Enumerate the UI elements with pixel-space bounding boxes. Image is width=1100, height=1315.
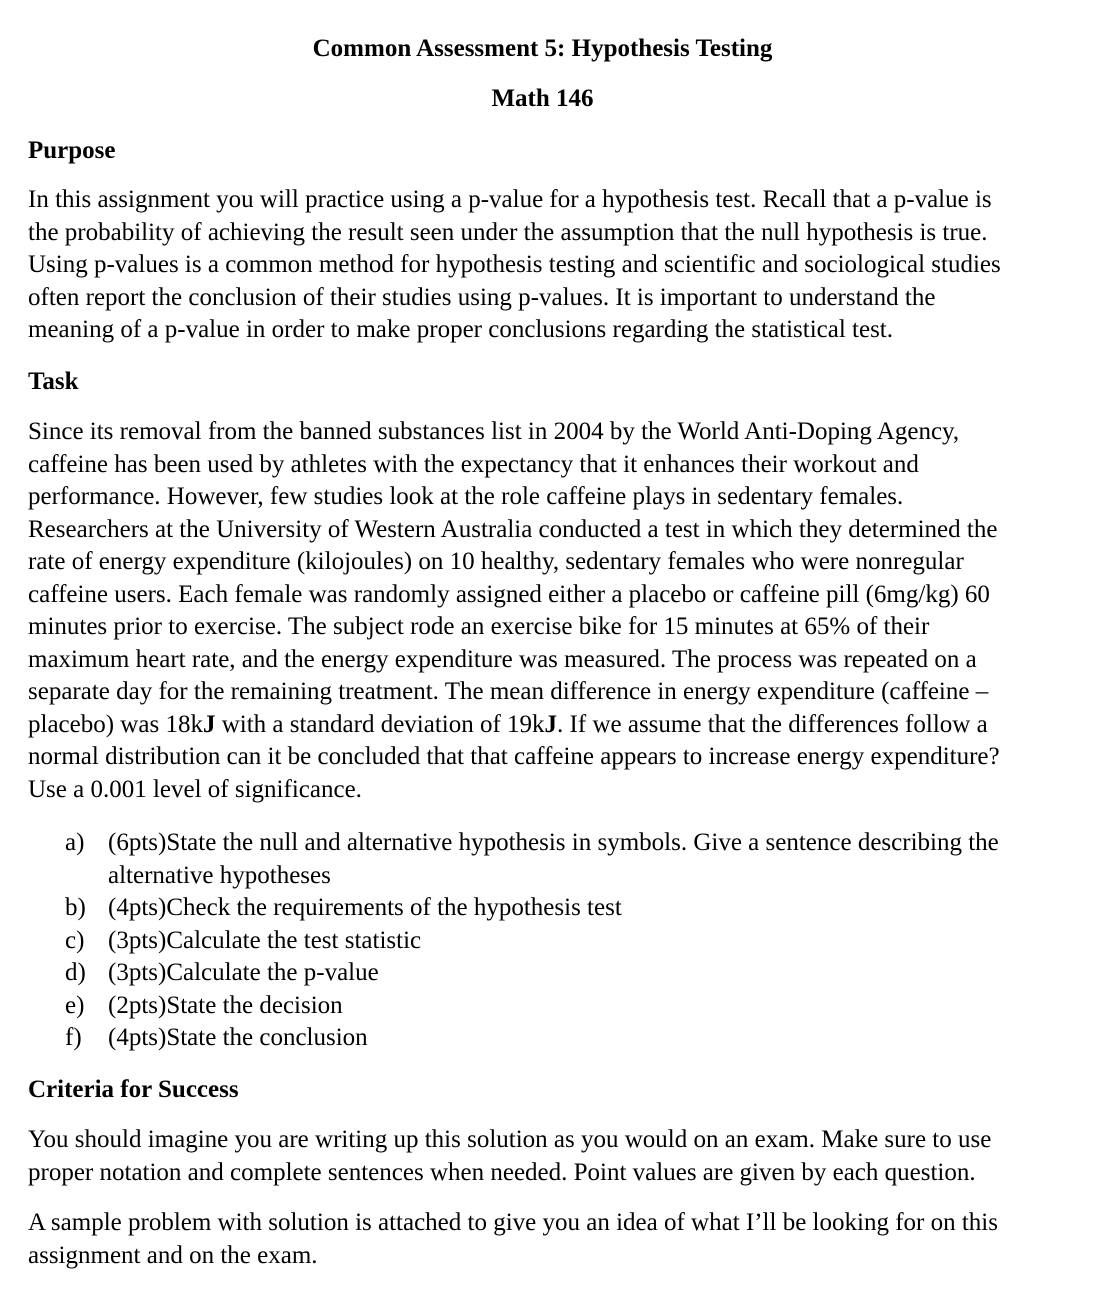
question-item-d bbox=[65, 957, 1065, 990]
question-text: (3pts)Calculate the test statistic bbox=[108, 926, 422, 954]
unit-bold-j: J bbox=[544, 710, 558, 738]
task-line: rate of energy expenditure (kilojoules) on 10 healthy, sedentary females who were nonregular bbox=[28, 548, 964, 575]
criteria-line: proper notation and complete sentences when needed. Point values are given by each question. bbox=[28, 1158, 976, 1186]
task-heading: Task bbox=[28, 368, 79, 395]
purpose-line: In this assignment you will practice using a p-value for a hypothesis test. Recall that a p-value is bbox=[28, 186, 992, 213]
question-text: (2pts)State the decision bbox=[108, 991, 343, 1019]
unit-bold-j: J bbox=[202, 710, 216, 738]
criteria-heading: Criteria for Success bbox=[28, 1076, 239, 1103]
criteria-paragraph bbox=[28, 1124, 1068, 1189]
question-marker: d) bbox=[65, 959, 86, 986]
question-marker: c) bbox=[65, 926, 85, 954]
purpose-heading: Purpose bbox=[28, 137, 116, 164]
task-line: Since its removal from the banned substances list in 2004 by the World Anti-Doping Agency, bbox=[28, 418, 960, 445]
task-line: Researchers at the University of Western Australia conducted a test in which they determined the bbox=[28, 515, 998, 543]
question-marker: f) bbox=[65, 1024, 82, 1051]
question-marker: b) bbox=[65, 894, 86, 921]
task-line: maximum heart rate, and the energy expenditure was measured. The process was repeated on a bbox=[28, 645, 977, 673]
task-line bbox=[28, 709, 1068, 742]
task-questions-list bbox=[65, 827, 1065, 1055]
task-line: separate day for the remaining treatment. The mean difference in energy expenditure (caffeine – bbox=[28, 678, 989, 705]
question-item-a bbox=[65, 827, 1065, 892]
task-line: caffeine users. Each female was randomly assigned either a placebo or caffeine pill (6mg/kg) 60 bbox=[28, 580, 990, 608]
criteria-line: You should imagine you are writing up this solution as you would on an exam. Make sure to use bbox=[28, 1126, 992, 1153]
task-line: performance. However, few studies look at the role caffeine plays in sedentary females. bbox=[28, 483, 904, 510]
sample-note-paragraph bbox=[28, 1207, 1068, 1272]
question-text: (6pts)State the null and alternative hypothesis in symbols. Give a sentence describing the bbox=[108, 829, 999, 856]
question-item-c bbox=[65, 925, 1065, 958]
task-text-segment: with a standard deviation of 19k bbox=[215, 710, 545, 738]
task-line: normal distribution can it be concluded that that caffeine appears to increase energy expenditure? bbox=[28, 743, 1000, 770]
task-line: minutes prior to exercise. The subject rode an exercise bike for 15 minutes at 65% of their bbox=[28, 613, 930, 640]
purpose-line: often report the conclusion of their studies using p-values. It is important to understand the bbox=[28, 283, 936, 311]
purpose-line: Using p-values is a common method for hypothesis testing and scientific and sociological studies bbox=[28, 251, 1001, 278]
question-text: (4pts)Check the requirements of the hypothesis test bbox=[108, 894, 622, 921]
question-marker: a) bbox=[65, 829, 85, 856]
task-line: caffeine has been used by athletes with the expectancy that it enhances their workout and bbox=[28, 450, 919, 478]
purpose-line: meaning of a p-value in order to make proper conclusions regarding the statistical test. bbox=[28, 316, 894, 343]
task-line: Use a 0.001 level of significance. bbox=[28, 775, 362, 803]
sample-note-line: assignment and on the exam. bbox=[28, 1241, 318, 1269]
question-text: alternative hypotheses bbox=[108, 861, 331, 889]
question-marker: e) bbox=[65, 991, 85, 1019]
task-text-segment: . If we assume that the differences follow a bbox=[557, 710, 988, 738]
question-text: (3pts)Calculate the p-value bbox=[108, 959, 379, 986]
question-item-f bbox=[65, 1022, 1065, 1055]
task-paragraph bbox=[28, 416, 1068, 806]
question-text: (4pts)State the conclusion bbox=[108, 1024, 368, 1051]
purpose-paragraph bbox=[28, 184, 1068, 347]
sample-note-line: A sample problem with solution is attached to give you an idea of what I’ll be looking for on this bbox=[28, 1209, 998, 1236]
question-item-e bbox=[65, 990, 1065, 1023]
document-title: Common Assessment 5: Hypothesis Testing bbox=[312, 35, 773, 62]
task-text-segment: placebo) was 18k bbox=[28, 710, 203, 738]
purpose-line: the probability of achieving the result seen under the assumption that the null hypothesis is true. bbox=[28, 218, 988, 246]
question-item-b bbox=[65, 892, 1065, 925]
course-name: Math 146 bbox=[491, 85, 594, 112]
